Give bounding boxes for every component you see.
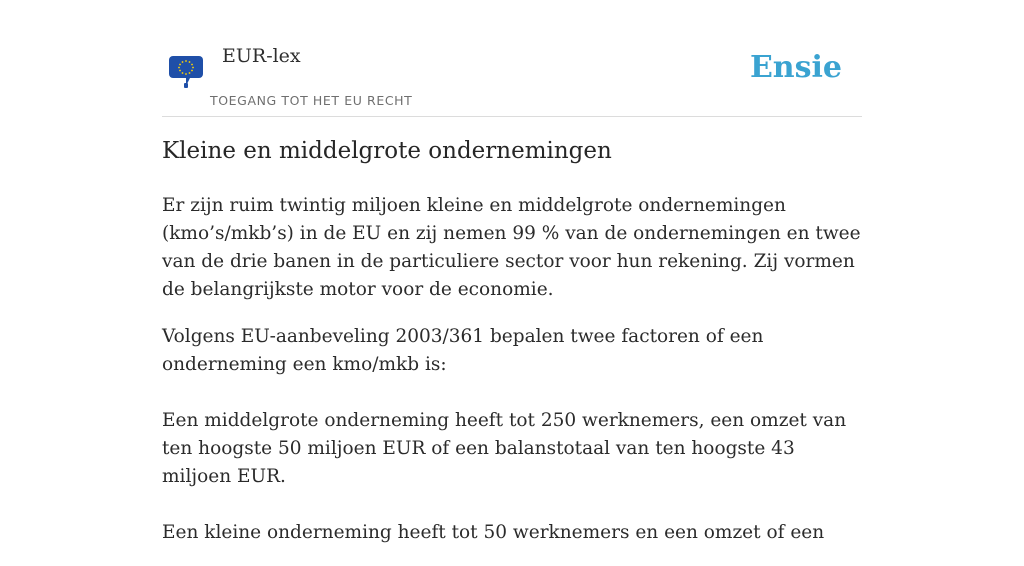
paragraph-intro: Er zijn ruim twintig miljoen kleine en middelgrote ondernemingen (kmo’s/mkb’s) in de EU en zij nemen 99 % van de ondernemingen en twee van de drie banen in de particuliere sector voor hun rekening. Zij vormen de belangrijkste motor voor de economie. bbox=[162, 195, 861, 300]
paragraph-definition: Volgens EU-aanbeveling 2003/361 bepalen twee factoren of een onderneming een kmo/mkb is: bbox=[162, 326, 764, 375]
paragraph-small-enterprise: Een kleine onderneming heeft tot 50 werknemers en een omzet of een bbox=[162, 522, 825, 543]
page bbox=[162, 0, 862, 543]
page-title: Kleine en middelgrote ondernemingen bbox=[162, 138, 612, 164]
paragraph-medium-enterprise: Een middelgrote onderneming heeft tot 250 werknemers, een omzet van ten hoogste 50 miljoen EUR of een balanstotaal van ten hoogste 43 miljoen EUR. bbox=[162, 410, 847, 487]
site-tagline: TOEGANG TOT HET EU RECHT bbox=[210, 93, 413, 108]
eu-flag-speech-bubble-icon[interactable] bbox=[168, 55, 204, 89]
brand-logo[interactable]: Ensie bbox=[749, 50, 842, 85]
article-body bbox=[162, 192, 862, 566]
site-header bbox=[162, 0, 862, 117]
site-name[interactable]: EUR-lex bbox=[222, 45, 301, 67]
